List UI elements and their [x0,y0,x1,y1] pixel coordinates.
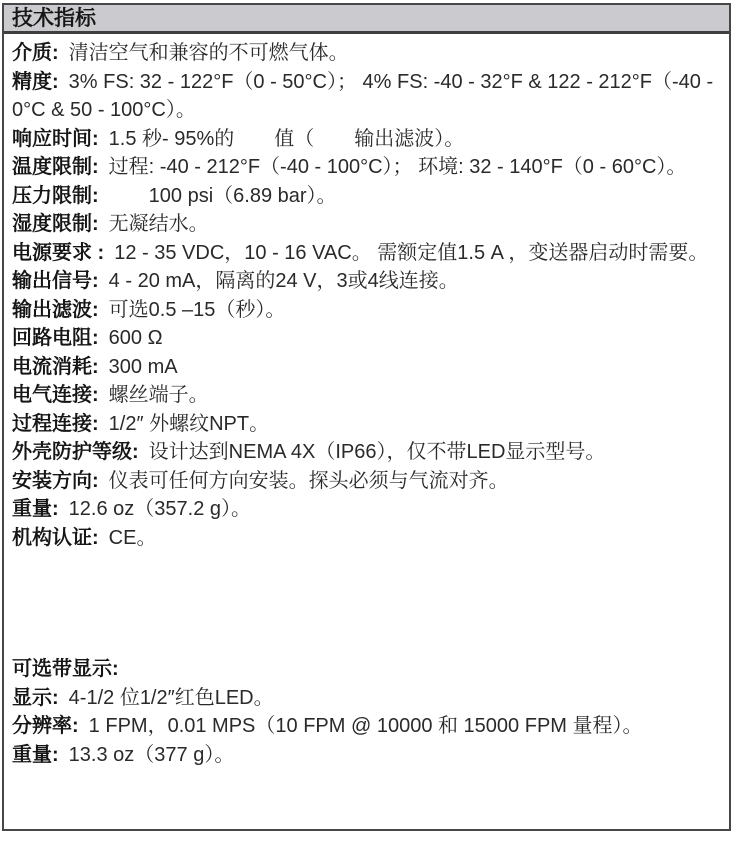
spec-row-resolution [12,712,721,741]
spec-value: 清洁空气和兼容的不可燃气体。 [68,42,349,64]
spec-row-temperature-limits [12,153,721,182]
spec-label: 温度限制: [12,156,99,178]
spec-value: 1/2″ 外螺纹NPT。 [108,412,270,435]
spec-value: 4-1/2 位1/2″红色LED。 [68,686,274,709]
spec-row-power-requirements [12,239,721,268]
spec-label: 安装方向: [12,469,99,492]
spec-label: 机构认证: [12,526,99,549]
spec-row-mounting-orientation [12,467,721,496]
spec-value: 4 - 20 mA，隔离的24 V，3或4线连接。 [108,270,459,292]
spec-row-weight [12,495,721,524]
spec-value: 12 - 35 VDC，10 - 16 VAC。 需额定值1.5 A ，变送器启动时需要。 [114,241,709,264]
spec-label: 回路电阻: [12,327,99,349]
spec-label: 介质: [12,42,59,64]
spec-label: 分辨率: [12,715,79,737]
page-title: 技术指标 [12,7,96,30]
spec-value: 100 psi（6.89 bar）。 [108,184,337,207]
spec-value: 过程: -40 - 212°F（-40 - 100°C）； 环境: 32 - 140°F（0 - 60°C）。 [108,156,687,178]
spec-label: 外壳防护等级: [12,441,139,463]
spec-value: 13.3 oz（377 g）。 [68,743,235,766]
spec-label: 显示: [12,686,59,709]
spec-row-process-connection [12,410,721,439]
spec-value: 设计达到NEMA 4X（IP66），仅不带LED显示型号。 [148,441,606,463]
spec-label: 响应时间: [12,127,99,150]
spec-label: 输出信号: [12,270,99,292]
spec-value: 可选0.5 –15（秒）。 [108,298,286,321]
spec-value: 3% FS: 32 - 122°F（0 - 50°C）； 4% FS: -40 - 32°F & 122 - 212°F（-40 - 0°C & 50 - 100°C）。 [12,70,719,121]
spec-row-display [12,684,721,713]
blank-space [12,552,721,655]
spec-value: 仪表可任何方向安装。探头必须与气流对齐。 [108,469,509,492]
spec-value: 螺丝端子。 [108,384,209,406]
spec-row-electrical-connection [12,381,721,410]
spec-row-current-consumption [12,353,721,382]
spec-label: 过程连接: [12,412,99,435]
spec-row-humidity-limit [12,210,721,239]
spec-label: 精度: [12,70,59,93]
spec-value: 1.5 秒- 95%的 值（ 输出滤波）。 [108,127,465,150]
spec-row-response-time [12,125,721,154]
spec-value: CE。 [108,526,157,549]
spec-row-enclosure-rating [12,438,721,467]
spec-label: 电源要求 : [12,241,105,264]
spec-row-pressure-limit [12,182,721,211]
spec-label: 重量: [12,498,59,520]
spec-sheet-header [4,5,729,34]
spec-label: 湿度限制: [12,213,99,235]
spec-value: 1 FPM，0.01 MPS（10 FPM @ 10000 和 15000 FPM 量程）。 [88,715,643,737]
spec-label: 电气连接: [12,384,99,406]
spec-row-media [12,39,721,68]
spec-label: 电流消耗: [12,355,99,378]
spec-row-output-filter [12,296,721,325]
spec-sheet [2,3,731,831]
spec-value: 600 Ω [108,327,163,349]
spec-row-accuracy [12,68,721,125]
spec-value: 300 mA [108,355,178,378]
spec-row-output-signal [12,267,721,296]
spec-label: 输出滤波: [12,298,99,321]
spec-value: 无凝结水。 [108,213,209,235]
spec-row-loop-resistance [12,324,721,353]
spec-row-agency-approval [12,524,721,553]
spec-value: 12.6 oz（357.2 g）。 [68,498,252,520]
display-section-heading: 可选带显示: [12,658,119,680]
spec-label: 重量: [12,743,59,766]
spec-list [4,34,729,769]
spec-label: 压力限制: [12,184,99,207]
spec-row-display-weight [12,741,721,770]
